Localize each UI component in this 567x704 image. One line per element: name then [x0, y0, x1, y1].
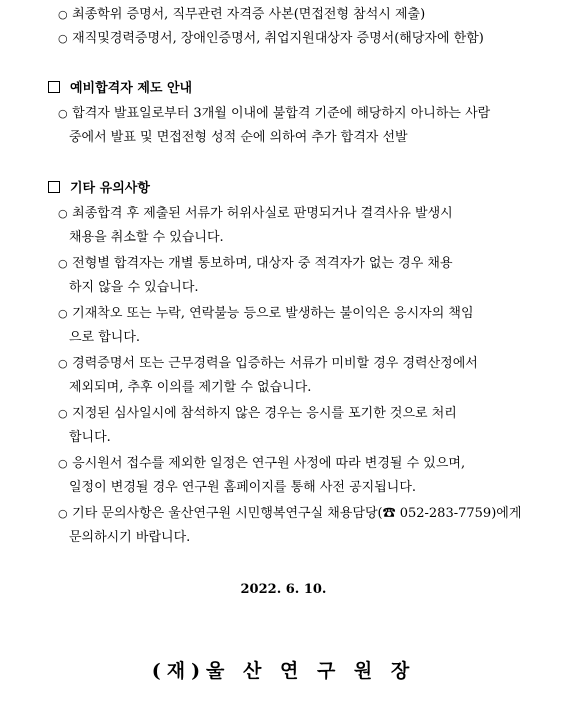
- document-date: 2022. 6. 10.: [240, 582, 327, 597]
- reserve-text: 중에서 발표 및 면접전형 성적 순에 의하여 추가 합격자 선발: [69, 130, 408, 145]
- bullet-circle-icon: ○: [58, 107, 68, 120]
- section-title-notes: 기타 유의사항: [48, 180, 150, 198]
- note-item-1-cont: 채용을 취소할 수 있습니다.: [69, 230, 224, 245]
- note-item-3: ○ 기재착오 또는 누락, 연락불능 등으로 발생하는 불이익은 응시자의 책임: [58, 306, 474, 321]
- reserve-text: 합격자 발표일로부터 3개월 이내에 불합격 기준에 해당하지 아니하는 사람: [72, 106, 491, 121]
- note-item-7-cont: 문의하시기 바랍니다.: [69, 530, 191, 545]
- note-item-5: ○ 지정된 심사일시에 참석하지 않은 경우는 응시를 포기한 것으로 처리: [58, 406, 457, 421]
- bullet-circle-icon: ○: [58, 307, 68, 320]
- list-item-employment-certificate: [58, 30, 484, 48]
- note-item-1: ○ 최종합격 후 제출된 서류가 허위사실로 판명되거나 결격사유 발생시: [58, 206, 453, 221]
- checkbox-square-icon: [48, 181, 60, 193]
- reserve-line-1: [58, 105, 490, 123]
- list-item-degree-certificate: [58, 6, 425, 24]
- list-item-text: 최종학위 증명서, 직무관련 자격증 사본(면접전형 참석시 제출): [72, 7, 426, 22]
- note-item-4: ○ 경력증명서 또는 근무경력을 입증하는 서류가 미비할 경우 경력산정에서: [58, 356, 478, 371]
- list-item-text: 재직및경력증명서, 장애인증명서, 취업지원대상자 증명서(해당자에 한함): [72, 31, 484, 46]
- bullet-circle-icon: ○: [58, 8, 68, 21]
- bullet-circle-icon: ○: [58, 257, 68, 270]
- note-item-7: ○ 기타 문의사항은 울산연구원 시민행복연구실 채용담당(☎ 052-283-7759)에게: [58, 506, 522, 521]
- note-item-2-cont: 하지 않을 수 있습니다.: [69, 280, 199, 295]
- bullet-circle-icon: ○: [58, 407, 68, 420]
- note-item-4-cont: 제외되며, 추후 이의를 제기할 수 없습니다.: [69, 380, 312, 395]
- note-item-6-cont: 일정이 변경될 경우 연구원 홈페이지를 통해 사전 공지됩니다.: [69, 480, 417, 495]
- note-item-5-cont: 합니다.: [69, 430, 111, 445]
- checkbox-square-icon: [48, 81, 60, 93]
- note-item-6: ○ 응시원서 접수를 제외한 일정은 연구원 사정에 따라 변경될 수 있으며,: [58, 456, 466, 471]
- bullet-circle-icon: ○: [58, 32, 68, 45]
- note-item-2: ○ 전형별 합격자는 개별 통보하며, 대상자 중 적격자가 없는 경우 채용: [58, 256, 453, 271]
- note-item-3-cont: 으로 합니다.: [69, 330, 141, 345]
- bullet-circle-icon: ○: [58, 207, 68, 220]
- reserve-line-2: [69, 129, 408, 147]
- bullet-circle-icon: ○: [58, 457, 68, 470]
- bullet-circle-icon: ○: [58, 357, 68, 370]
- organization-signature: (재)울 산 연 구 원 장: [151, 660, 416, 682]
- section-title-reserve: 예비합격자 제도 안내: [48, 80, 192, 98]
- bullet-circle-icon: ○: [58, 507, 68, 520]
